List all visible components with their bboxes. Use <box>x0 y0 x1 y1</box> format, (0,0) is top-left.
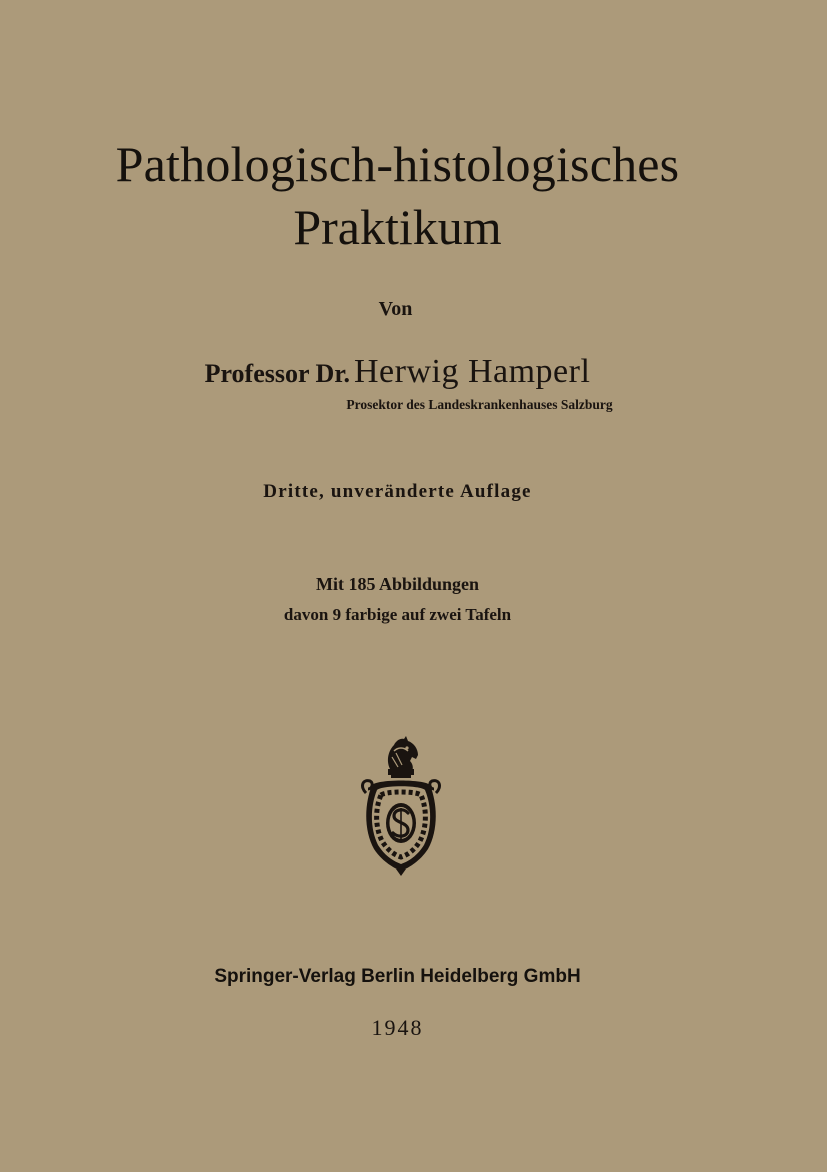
author-prefix: Professor Dr. <box>204 359 350 388</box>
author-line <box>0 353 811 391</box>
publisher-name: Springer-Verlag Berlin Heidelberg GmbH <box>214 966 581 987</box>
by-label: Von <box>378 298 413 320</box>
edition-statement: Dritte, unveränderte Auflage <box>263 481 532 502</box>
illustrations-line-1: Mit 185 Abbildungen <box>315 574 480 594</box>
title-line-1: Pathologisch-histologisches <box>115 136 680 192</box>
author-affiliation: Prosektor des Landeskrankenhauses Salzburg <box>346 397 613 412</box>
springer-knight-seal-icon <box>358 735 444 877</box>
illustrations-line-2: davon 9 farbige auf zwei Tafeln <box>283 605 512 624</box>
title-line-2: Praktikum <box>293 199 502 255</box>
author-name: Herwig Hamperl <box>353 353 591 390</box>
publication-year: 1948 <box>371 1015 424 1040</box>
